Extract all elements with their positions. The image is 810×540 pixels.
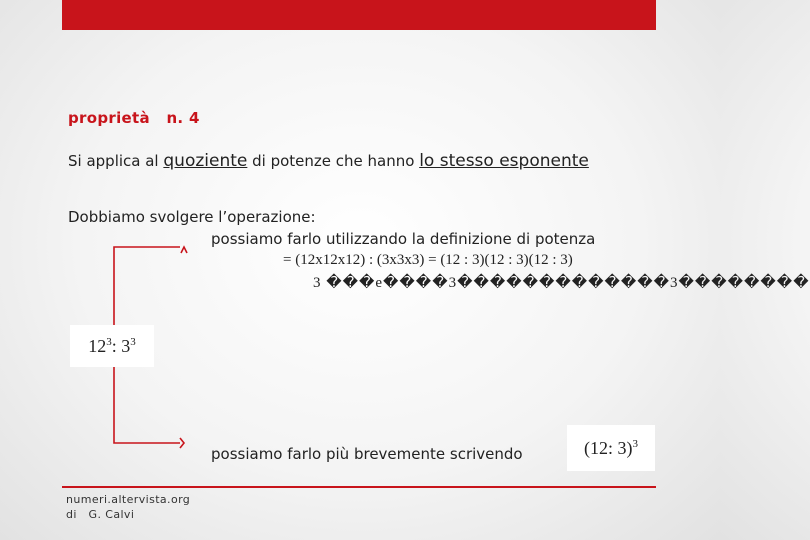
lower-arrow-icon	[180, 438, 184, 448]
rule-middle: di potenze che hanno	[247, 152, 420, 170]
result-box	[567, 425, 655, 471]
rule-keyword-quotient: quoziente	[163, 151, 248, 171]
slide-title: proprietà n. 4	[68, 109, 200, 127]
upper-arrow-icon	[181, 247, 187, 253]
method-short-text: possiamo farlo più brevemente scrivendo	[211, 445, 523, 463]
footer-author: di G. Calvi	[66, 508, 135, 521]
garbled-equation: 3 ���e����3�������������3��������	[313, 275, 810, 291]
operation-box	[70, 325, 154, 367]
upper-bracket-line	[114, 247, 180, 325]
rule-prefix: Si applica al	[68, 152, 164, 170]
result-expression: (12: 3)$^3$	[584, 437, 638, 458]
operation-expression: $12^3$: $3^3$	[88, 335, 136, 356]
intro-text: Dobbiamo svolgere l’operazione:	[68, 208, 316, 226]
expansion-equation: = (12x12x12) : (3x3x3) = (12 : 3)(12 : 3)(12 : 3)	[283, 252, 573, 268]
footer-divider	[62, 486, 656, 488]
method-definition-text: possiamo farlo utilizzando la definizione di potenza	[211, 230, 596, 248]
top-accent-bar	[62, 0, 656, 30]
rule-keyword-exponent: lo stesso esponente	[419, 151, 589, 171]
footer-site: numeri.altervista.org	[66, 493, 191, 506]
rule-statement	[68, 151, 589, 171]
footer	[66, 492, 190, 522]
lower-bracket-line	[114, 367, 180, 443]
